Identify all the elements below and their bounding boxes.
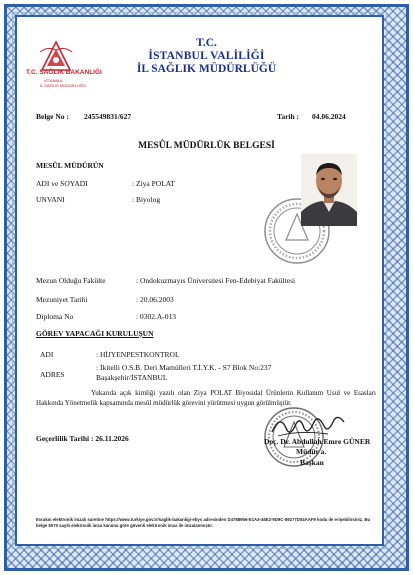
diploma-no-value: : 0302.A-013 [136, 312, 176, 321]
kurulus-adi-value: : HİJYENPESTKONTROL [96, 350, 180, 359]
belge-no-value: 245549831/627 [84, 112, 132, 121]
header-mudurluk: İL SAĞLIK MÜDÜRLÜĞÜ [136, 63, 277, 75]
mezuniyet-tarihi-value: : 20.06.2003 [136, 295, 174, 304]
header-tc: T.C. [196, 37, 217, 49]
fakulte-value: : Ondokuzmayıs Üniversitesi Fen-Edebiyat Fakültesi [136, 276, 296, 285]
section-mesul-heading: MESÛL MÜDÜRÜN [36, 161, 104, 170]
validity-date: Geçerlilik Tarihi : 26.11.2026 [36, 434, 129, 443]
logo-sub-directorate: İL SAĞLIK MÜDÜRLÜĞÜ [40, 83, 86, 88]
fakulte-label: Mezun Olduğu Fakülte [36, 276, 106, 285]
logo-subtitle [40, 78, 86, 88]
holder-photo [301, 154, 357, 226]
signer-title-2: Başkan [300, 458, 324, 467]
document-title: MESÛL MÜDÜRLÜK BELGESİ [138, 141, 275, 151]
unvani-label: UNVANI [36, 195, 65, 204]
adres-line2: Başakşehir/İSTANBUL [96, 373, 168, 382]
logo-sub-city: İSTANBUL [44, 78, 64, 83]
unvani-value: : Biyolog [132, 195, 161, 204]
adres-line1: : İkitelli O.S.B. Deri Mamülleri T.İ.Y.K. - S7 Blok No:237 [96, 363, 272, 372]
adi-soyadi-value: : Ziya POLAT [132, 179, 175, 188]
adres-label: ADRES [40, 370, 65, 379]
logo-title: T.C. SAĞLIK BAKANLIĞI [26, 69, 102, 76]
diploma-no-label: Diploma No [36, 312, 74, 321]
adi-soyadi-label: ADI ve SOYADI [36, 179, 88, 188]
mezuniyet-tarihi-label: Mezuniyet Tarihi [36, 295, 88, 304]
kurulus-adi-label: ADI [40, 350, 54, 359]
signer-title-1: Müdür a. [296, 447, 327, 456]
belge-no-label: Belge No : [36, 112, 69, 121]
e-signature-footer: Evrakın elektronik imzalı suretine https://www.turkiye.gov.tr/saglik-bakanligi-ebys adresinden D4788956-E1A3-46E2-9D9C-59277D04AAF9 kodu ile erişebilirsiniz. Bu belge 5070 sayılı elektronik imza kanuna göre güvenli elektronik imza ile imzalanmıştır. [36, 517, 371, 528]
header-valilik: İSTANBUL VALİLİĞİ [148, 50, 265, 62]
tarih-value: 04.06.2024 [312, 112, 346, 121]
signer-name: Doç. Dr. Abdullah Emre GÜNER [264, 437, 371, 446]
section-kurulus-heading: GÖREV YAPACAĞI KURULUŞUN [36, 329, 154, 338]
tarih-label: Tarih : [277, 112, 300, 121]
approval-paragraph: Yukarıda açık kimliği yazılı olan Ziya POLAT Biyosidal Ürünlerin Kullanım Usul ve Esasları Hakkında Yönetmelik kapsamında mesûl müdürlük görevini yürütmesi uygun görülmüştür. [36, 389, 376, 407]
